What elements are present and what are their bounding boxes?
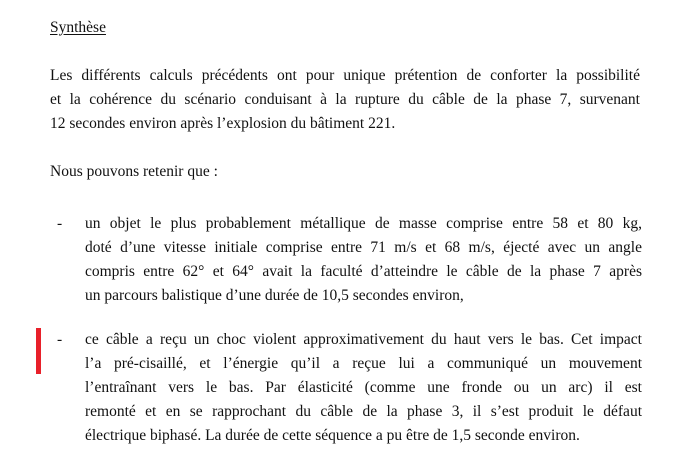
bullet-line: un objet le plus probablement métallique de masse comprise entre 58 et 80 kg,: [85, 215, 642, 232]
section-heading: Synthèse: [50, 19, 106, 36]
bullet-line: ce câble a reçu un choc violent approximativement du haut vers le bas. Cet impact: [85, 331, 642, 348]
bullet-line: l’a pré-cisaillé, et l’énergie qu’il a reçue lui a communiqué un mouvement: [85, 355, 642, 372]
bullet-line: doté d’une vitesse initiale comprise entre 71 m/s et 68 m/s, éjecté avec un angle: [85, 239, 642, 256]
bullet-line: un parcours balistique d’une durée de 10,5 secondes environ,: [85, 287, 464, 304]
intro-paragraph: [50, 64, 640, 136]
retain-paragraph: Nous pouvons retenir que :: [50, 163, 218, 180]
bullet-marker: -: [57, 331, 63, 348]
intro-line: et la cohérence du scénario conduisant à la rupture du câble de la phase 7, survenant: [50, 91, 640, 108]
bullet-item-impact: [85, 328, 642, 448]
intro-line: Les différents calculs précédents ont pour unique prétention de conforter la possibilité: [50, 67, 640, 84]
bullet-line: remonté et en se rapprochant du câble de la phase 3, il s’est produit le défaut: [85, 403, 642, 420]
bullet-line: compris entre 62° et 64° avait la faculté d’atteindre le câble de la phase 7 après: [85, 263, 642, 280]
margin-change-bar: [36, 328, 41, 374]
bullet-line: l’entraînant vers le bas. Par élasticité (comme une fronde ou un arc) il est: [85, 379, 642, 396]
bullet-marker: -: [57, 215, 63, 232]
bullet-line: électrique biphasé. La durée de cette séquence a pu être de 1,5 seconde environ.: [85, 427, 580, 444]
intro-line: 12 secondes environ après l’explosion du bâtiment 221.: [50, 115, 396, 132]
bullet-item-ballistic: [85, 212, 642, 308]
